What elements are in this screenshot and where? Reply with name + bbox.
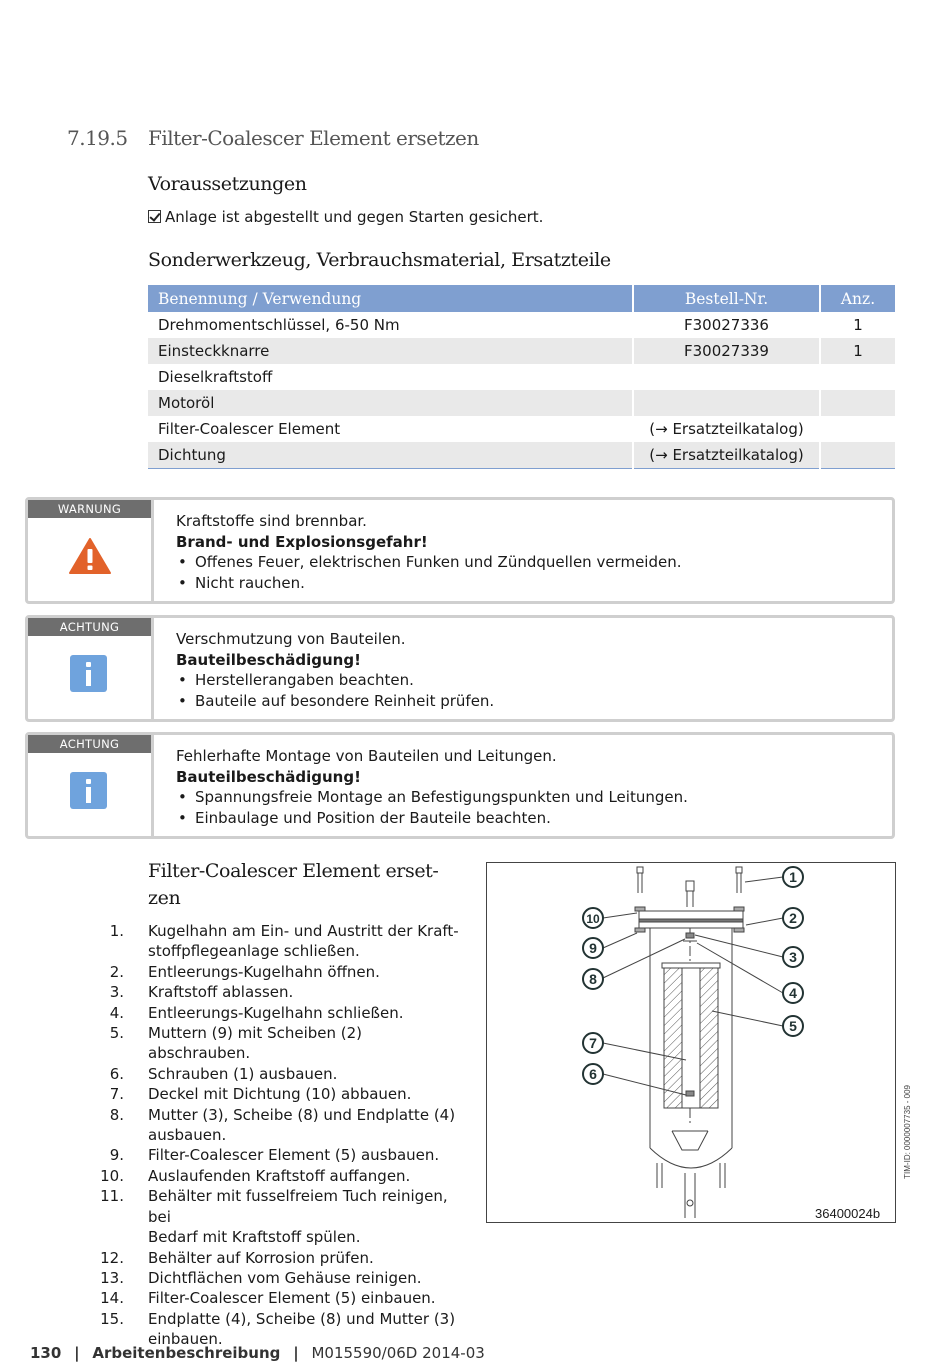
caution-notice [25,732,895,839]
table-cell: F30027336 [633,312,820,338]
list-item: 8. Mutter (3), Scheibe (8) und Endplatte (4) ausbauen. [109,1105,456,1145]
tim-id: TIM-ID: 0000007735 - 009 [903,1085,912,1179]
filter-diagram [486,862,896,1223]
list-item: 14. Filter-Coalescer Element (5) einbauen. [100,1289,436,1308]
table-cell [633,390,820,416]
list-item: 6. Schrauben (1) ausbauen. [109,1064,338,1083]
svg-text:7: 7 [589,1035,597,1051]
column-header: Benennung / Verwendung [148,285,633,312]
notice-hazard: Brand- und Explosionsgefahr! [176,532,428,551]
notice-hazard: Bauteilbeschädigung! [176,650,361,669]
notice-bullet: • Bauteile auf besondere Reinheit prüfen. [176,691,494,712]
table-cell [820,364,895,390]
table-cell [820,416,895,442]
footer-chapter: Arbeitenbeschreibung [92,1344,281,1362]
table-cell: Dichtung [148,442,633,469]
table-cell: Filter-Coalescer Element [148,416,633,442]
callout-5 [783,1016,803,1036]
notice-bullet: • Herstellerangaben beachten. [176,670,494,691]
procedure-title: Filter-Coalescer Element erset- zen [148,860,439,909]
table-row [148,390,895,416]
table-row [148,416,895,442]
checkbox-icon [148,210,161,223]
notice-label: ACHTUNG [28,735,151,753]
notice-hazard: Bauteilbeschädigung! [176,767,361,786]
list-item: 7. Deckel mit Dichtung (10) abbauen. [109,1085,412,1104]
page-footer [30,1344,485,1362]
table-row [148,364,895,390]
callout-6 [583,1064,603,1084]
tools-table [148,285,895,469]
caution-notice [25,615,895,722]
table-cell: Dieselkraftstoff [148,364,633,390]
table-row [148,338,895,364]
prerequisite-item: Anlage ist abgestellt und gegen Starten gesichert. [148,208,543,226]
svg-text:2: 2 [789,910,797,926]
column-header: Bestell-Nr. [633,285,820,312]
warning-notice [25,497,895,604]
footer-separator: | [293,1344,299,1362]
notice-text: Kraftstoffe sind brennbar. [176,512,367,530]
svg-text:9: 9 [589,940,597,956]
svg-text:10: 10 [586,912,600,926]
table-cell: 1 [820,338,895,364]
list-item: 9. Filter-Coalescer Element (5) ausbauen. [109,1146,440,1165]
prerequisites-heading: Voraussetzungen [148,173,307,195]
notice-bullet: • Offenes Feuer, elektrischen Funken und Zündquellen vermeiden. [176,552,682,573]
callout-7 [583,1033,603,1053]
footer-doc: M015590/06D 2014-03 [311,1344,485,1362]
svg-text:8: 8 [589,971,597,987]
svg-text:3: 3 [789,949,797,965]
column-header: Anz. [820,285,895,312]
tools-heading: Sonderwerkzeug, Verbrauchsmaterial, Ersatzteile [148,249,611,271]
list-item: 2. Entleerungs-Kugelhahn öffnen. [109,962,380,981]
section-number: 7.19.5 [67,126,128,150]
table-row [148,442,895,469]
table-cell: Drehmomentschlüssel, 6-50 Nm [148,312,633,338]
table-cell [820,442,895,469]
callout-2 [783,908,803,928]
procedure-steps [96,921,466,1350]
table-header-row [148,285,895,312]
section-title: Filter-Coalescer Element ersetzen [148,126,479,150]
filter-drawing [487,863,895,1222]
callout-9 [583,938,603,958]
table-cell: (→ Ersatzteilkatalog) [633,416,820,442]
callout-3 [783,947,803,967]
table-row [148,312,895,338]
notice-text: Fehlerhafte Montage von Bauteilen und Leitungen. [176,747,557,765]
figure-code: 36400024b [815,1206,881,1221]
table-cell: Einsteckknarre [148,338,633,364]
list-item: 13. Dichtflächen vom Gehäuse reinigen. [100,1268,422,1287]
list-item: 15. Endplatte (4), Scheibe (8) und Mutter (3) einbauen. [100,1309,456,1349]
list-item: 12. Behälter auf Korrosion prüfen. [100,1248,374,1267]
svg-text:1: 1 [789,869,797,885]
list-item: 10. Auslaufenden Kraftstoff auffangen. [100,1166,411,1185]
notice-bullet: • Einbaulage und Position der Bauteile beachten. [176,808,688,829]
notice-label: ACHTUNG [28,618,151,636]
table-cell: Motoröl [148,390,633,416]
callout-4 [783,983,803,1003]
notice-text: Verschmutzung von Bauteilen. [176,630,406,648]
list-item: 1. Kugelhahn am Ein- und Austritt der Kraft- stoffpflegeanlage schließen. [109,922,459,961]
list-item: 3. Kraftstoff ablassen. [109,983,294,1002]
list-item: 4. Entleerungs-Kugelhahn schließen. [109,1003,404,1022]
callout-10 [583,908,603,928]
notice-label: WARNUNG [28,500,151,518]
notice-bullet: • Nicht rauchen. [176,573,682,594]
notice-bullet: • Spannungsfreie Montage an Befestigungspunkten und Leitungen. [176,787,688,808]
table-cell [820,390,895,416]
page-number: 130 [30,1344,62,1362]
footer-separator: | [74,1344,80,1362]
info-icon [70,655,107,692]
svg-text:6: 6 [589,1066,597,1082]
list-item: 11. Behälter mit fusselfreiem Tuch reinigen, bei Bedarf mit Kraftstoff spülen. [100,1187,448,1247]
table-cell: (→ Ersatzteilkatalog) [633,442,820,469]
warning-triangle-icon [68,537,112,575]
callout-1 [783,867,803,887]
svg-text:5: 5 [789,1018,797,1034]
info-icon [70,772,107,809]
table-cell: 1 [853,316,863,334]
callout-8 [583,969,603,989]
svg-text:4: 4 [789,985,797,1001]
table-cell [633,364,820,390]
list-item: 5. Muttern (9) mit Scheiben (2) abschrauben. [109,1024,363,1063]
table-cell: F30027339 [633,338,820,364]
